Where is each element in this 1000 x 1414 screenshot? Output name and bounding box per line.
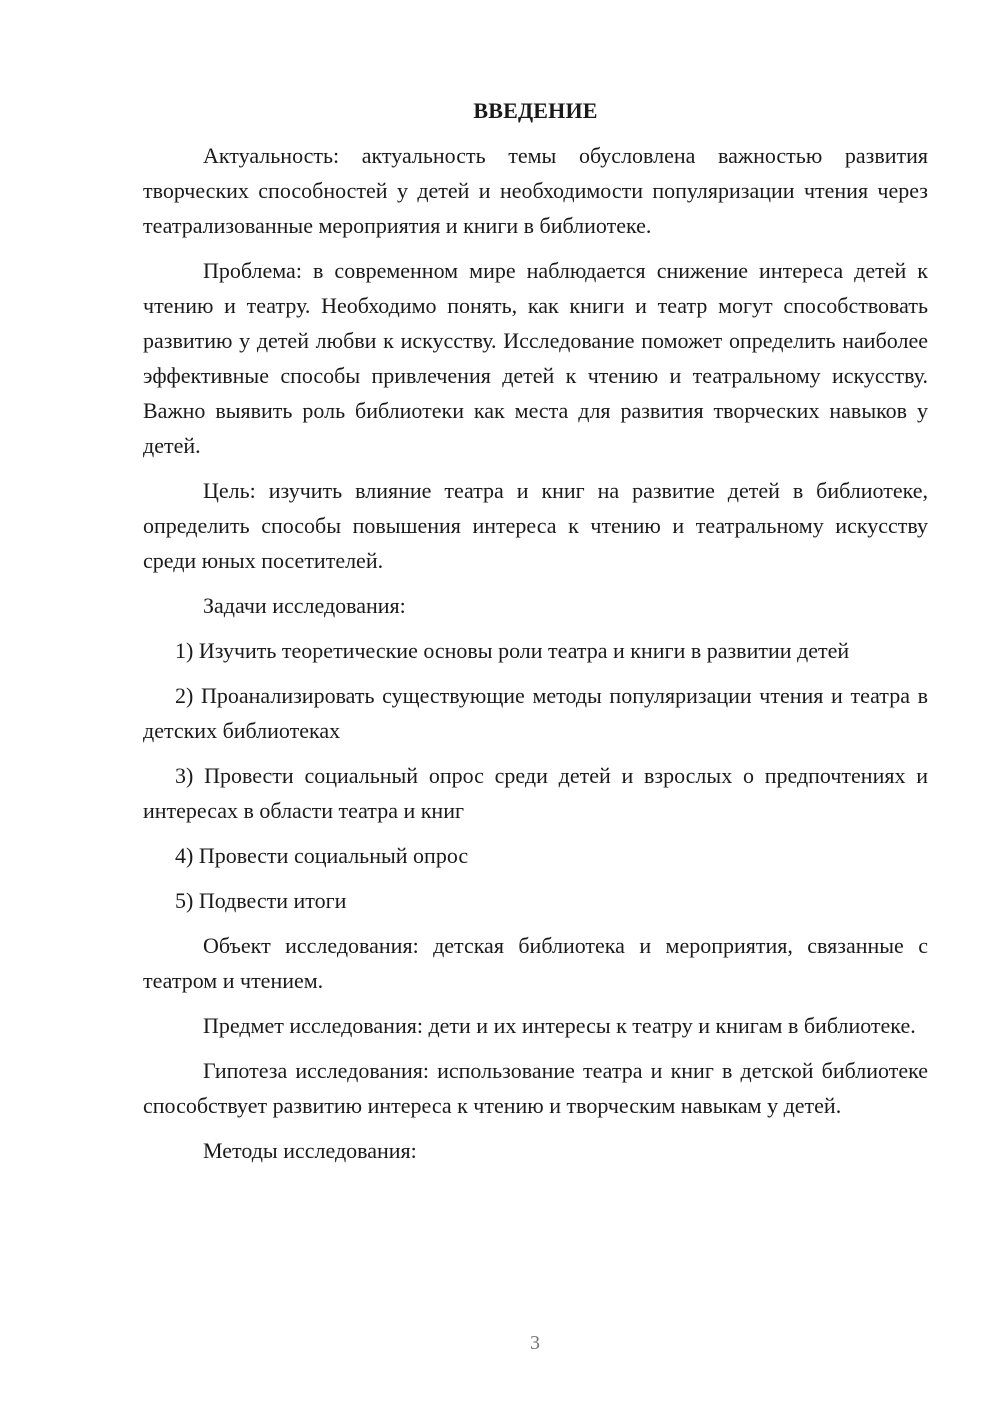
task-item-5: 5) Подвести итоги	[175, 888, 347, 913]
paragraph-object: Объект исследования: детская библиотека и мероприятия, связанные с театром и чтением.	[143, 933, 928, 993]
task-item-4: 4) Провести социальный опрос	[175, 843, 469, 868]
task-item-3: 3) Провести социальный опрос среди детей и взрослых о предпочтениях и интересах в области театра и книг	[143, 763, 928, 823]
tasks-title: Задачи исследования:	[203, 593, 406, 618]
section-heading: ВВЕДЕНИЕ	[473, 98, 598, 123]
task-item-2: 2) Проанализировать существующие методы популяризации чтения и театра в детских библиотеках	[143, 683, 928, 743]
task-item-1: 1) Изучить теоретические основы роли театра и книги в развитии детей	[175, 638, 850, 663]
page-number-footer	[0, 1332, 1000, 1355]
methods-title: Методы исследования:	[203, 1138, 417, 1163]
paragraph-goal: Цель: изучить влияние театра и книг на развитие детей в библиотеке, определить способы повышения интереса к чтению и театральному искусству среди юных посетителей.	[143, 478, 928, 573]
paragraph-relevance: Актуальность: актуальность темы обусловлена важностью развития творческих способностей у детей и необходимости популяризации чтения через театрализованные мероприятия и книги в библиотеке.	[143, 143, 928, 238]
page-number: 3	[530, 1332, 540, 1354]
paragraph-hypothesis: Гипотеза исследования: использование театра и книг в детской библиотеке способствует развитию интереса к чтению и творческим навыкам у детей.	[143, 1058, 928, 1118]
page-content	[143, 96, 928, 1178]
paragraph-problem: Проблема: в современном мире наблюдается снижение интереса детей к чтению и театру. Необходимо понять, как книги и театр могут способствовать развитию у детей любви к искусству. Исследование поможет определить наиболее эффективные способы привлечения детей к чтению и театральному искусству. Важно выявить роль библиотеки как места для развития творческих навыков у детей.	[143, 258, 928, 458]
paragraph-subject: Предмет исследования: дети и их интересы к театру и книгам в библиотеке.	[203, 1013, 916, 1038]
